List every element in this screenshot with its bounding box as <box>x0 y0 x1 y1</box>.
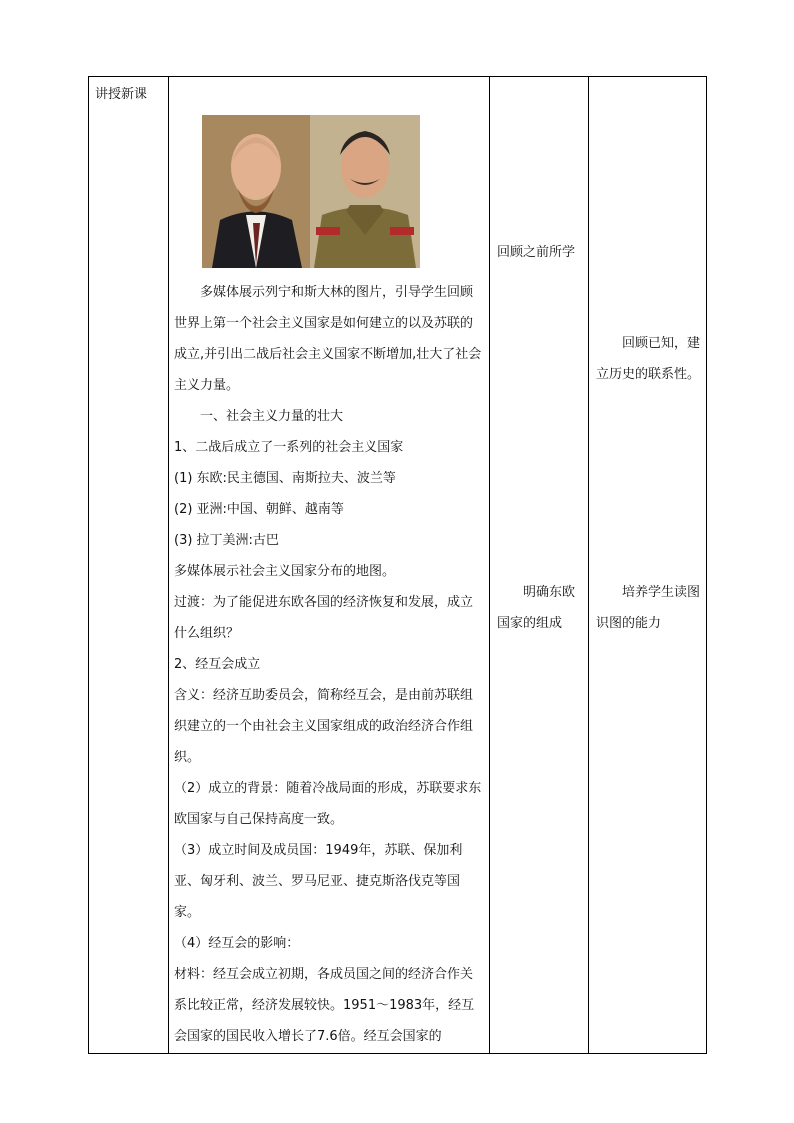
list-item: (2) 亚洲:中国、朝鲜、越南等 <box>174 502 344 517</box>
stage-cell <box>89 77 168 1053</box>
background-text: （2）成立的背景：随着冷战局面的形成，苏联要求东欧国家与自己保持高度一致。 <box>174 781 482 827</box>
intent-map-reading: 培养学生读图识图的能力 <box>596 585 701 631</box>
subheading-1: 1、二战后成立了一系列的社会主义国家 <box>174 440 404 455</box>
note-review: 回顾之前所学 <box>497 245 576 260</box>
portraits <box>202 115 420 268</box>
intro-paragraph: 多媒体展示列宁和斯大林的图片，引导学生回顾世界上第一个社会主义国家是如何建立的以及苏联的成立,并引出二战后社会主义国家不断增加,壮大了社会主义力量。 <box>174 285 482 393</box>
material-text: 材料：经互会成立初期，各成员国之间的经济合作关系比较正常，经济发展较快。1951～1983年，经互会国家的国民收入增长了7.6倍。经互会国家的 <box>174 967 475 1044</box>
design-intent-cell <box>588 77 706 1053</box>
stage-label: 讲授新课 <box>95 87 148 102</box>
content-text <box>174 277 482 1052</box>
members-text: （3）成立时间及成员国：1949年，苏联、保加利亚、匈牙利、波兰、罗马尼亚、捷克斯洛伐克等国家。 <box>174 843 463 920</box>
content-cell <box>168 77 489 1053</box>
list-item: (3) 拉丁美洲:古巴 <box>174 533 279 548</box>
intent-review: 回顾已知，建立历史的联系性。 <box>596 336 701 382</box>
transition-text: 过渡：为了能促进东欧各国的经济恢复和发展，成立什么组织？ <box>174 595 474 641</box>
note-east-europe: 明确东欧国家的组成 <box>497 585 576 631</box>
definition-text: 含义：经济互助委员会，简称经互会，是由前苏联组织建立的一个由社会主义国家组成的政治经济合作组织。 <box>174 688 474 765</box>
purpose-cell <box>489 77 588 1053</box>
section-heading: 一、社会主义力量的壮大 <box>200 409 344 424</box>
stalin-portrait-image <box>310 115 420 268</box>
list-item: (1) 东欧:民主德国、南斯拉夫、波兰等 <box>174 471 396 486</box>
influence-heading: （4）经互会的影响： <box>174 936 300 951</box>
lesson-table <box>88 76 707 1054</box>
lenin-portrait-image <box>202 115 310 268</box>
subheading-2: 2、经互会成立 <box>174 657 261 672</box>
map-note: 多媒体展示社会主义国家分布的地图。 <box>174 564 396 579</box>
